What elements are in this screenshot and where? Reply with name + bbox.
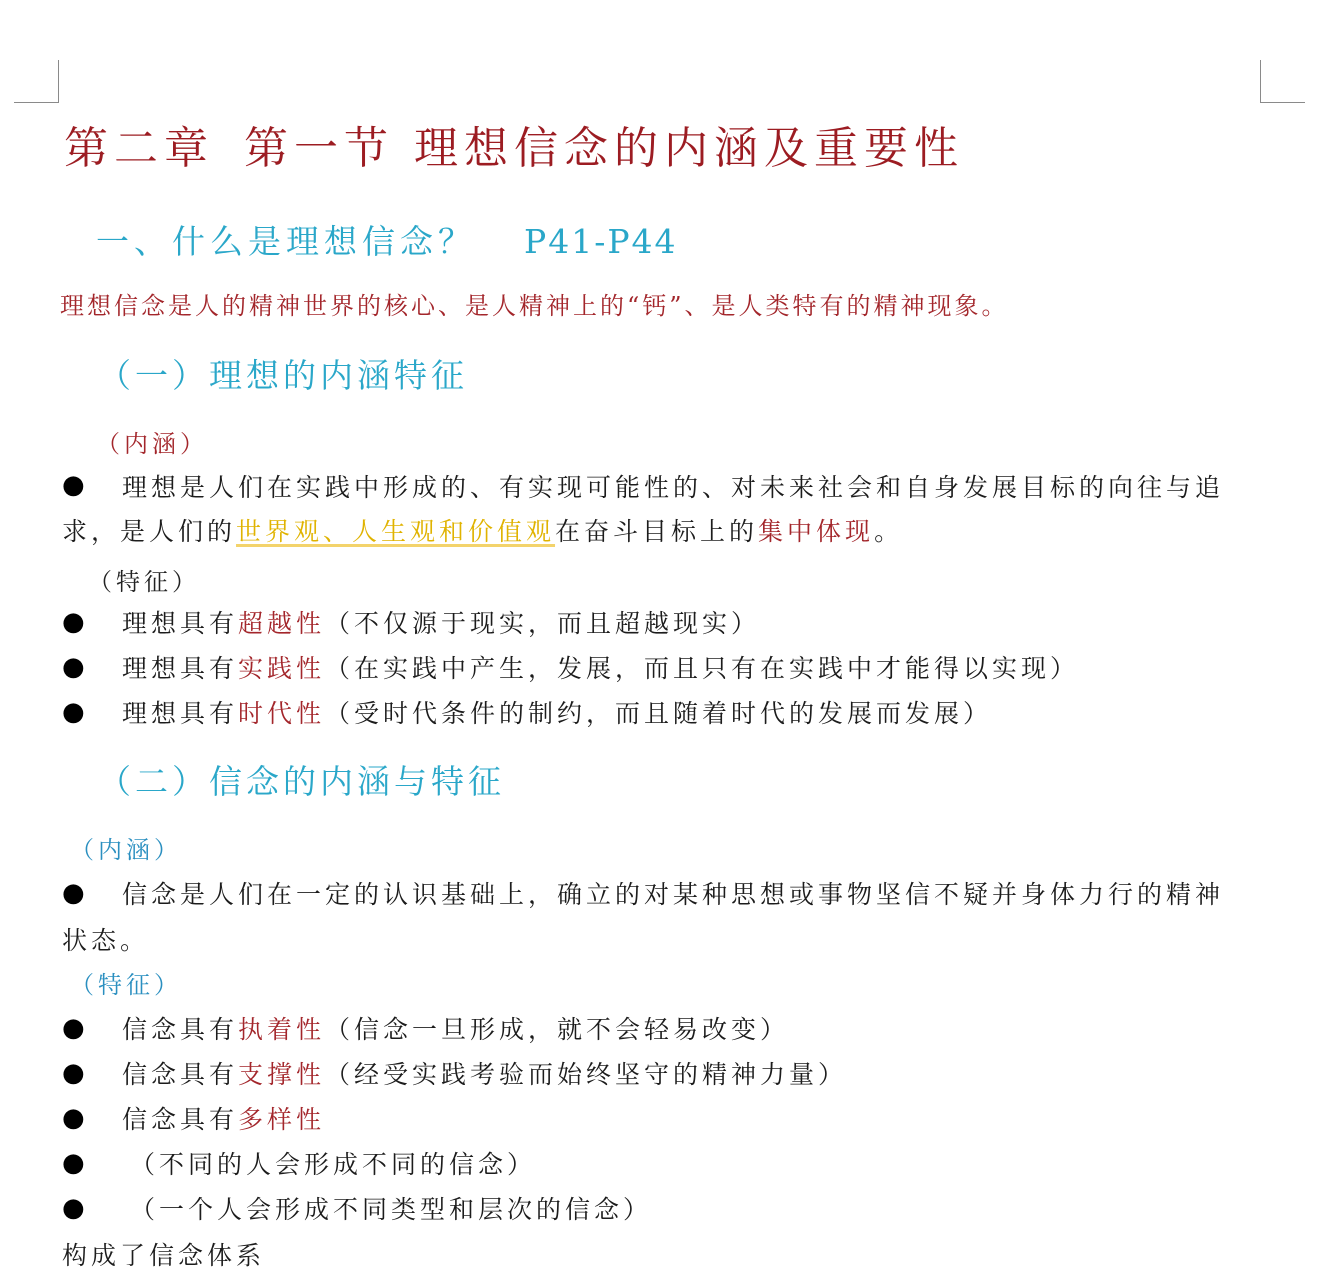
bullet-icon: ● bbox=[62, 878, 85, 908]
ideal-definition-line2 bbox=[62, 512, 903, 548]
ideal-connotation-label: （内涵） bbox=[96, 430, 208, 458]
feature-term: 实践性 bbox=[238, 654, 326, 683]
belief-feature-item bbox=[122, 1010, 789, 1046]
belief-features-label: （特征） bbox=[70, 971, 182, 999]
definition-text: 。 bbox=[874, 517, 904, 546]
ideal-features-label: （特征） bbox=[88, 568, 200, 596]
feature-prefix: 信念具有 bbox=[122, 1060, 239, 1089]
feature-note: （在实践中产生，发展，而且只有在实践中才能得以实现） bbox=[325, 654, 1080, 683]
bullet-icon: ● bbox=[62, 1058, 85, 1088]
feature-prefix: 理想具有 bbox=[122, 699, 239, 728]
intro-paragraph: 理想信念是人的精神世界的核心、是人精神上的“钙”、是人类特有的精神现象。 bbox=[60, 292, 1009, 320]
bullet-icon: ● bbox=[62, 1103, 85, 1133]
chapter-title bbox=[64, 112, 964, 176]
ideal-feature-item bbox=[122, 649, 1079, 685]
belief-extra-item: （一个人会形成不同类型和层次的信念） bbox=[130, 1195, 653, 1224]
bullet-icon: ● bbox=[62, 1013, 85, 1043]
belief-definition-line1: 信念是人们在一定的认识基础上，确立的对某种思想或事物坚信不疑并身体力行的精神 bbox=[122, 880, 1225, 909]
bullet-icon: ● bbox=[62, 652, 85, 682]
heading-text: 一、什么是理想信念？ bbox=[96, 222, 476, 261]
feature-prefix: 信念具有 bbox=[122, 1015, 239, 1044]
crop-mark-top-right bbox=[1260, 60, 1305, 103]
chapter-number: 第二章 bbox=[64, 123, 214, 174]
section-heading-1 bbox=[96, 216, 678, 263]
feature-term: 多样性 bbox=[238, 1105, 326, 1134]
ideal-feature-item bbox=[122, 604, 760, 640]
belief-extra-item: （不同的人会形成不同的信念） bbox=[130, 1150, 537, 1179]
definition-text: 在奋斗目标上的 bbox=[555, 517, 759, 546]
feature-term: 超越性 bbox=[238, 609, 326, 638]
feature-term: 支撑性 bbox=[238, 1060, 326, 1089]
section-title: 第一节 理想信念的内涵及重要性 bbox=[244, 123, 964, 174]
ideal-heading: （一）理想的内涵特征 bbox=[98, 356, 468, 395]
crop-mark-top-left bbox=[14, 60, 59, 103]
feature-note: （信念一旦形成，就不会轻易改变） bbox=[325, 1015, 790, 1044]
feature-note: （不仅源于现实，而且超越现实） bbox=[325, 609, 761, 638]
belief-feature-item bbox=[122, 1055, 847, 1091]
belief-closing: 构成了信念体系 bbox=[62, 1241, 266, 1270]
bullet-icon: ● bbox=[62, 607, 85, 637]
bullet-icon: ● bbox=[62, 470, 85, 500]
feature-note: （经受实践考验而始终坚守的精神力量） bbox=[325, 1060, 848, 1089]
belief-heading: （二）信念的内涵与特征 bbox=[98, 762, 505, 801]
bullet-icon: ● bbox=[62, 1148, 85, 1178]
belief-connotation-label: （内涵） bbox=[70, 836, 182, 864]
ideal-feature-item bbox=[122, 694, 992, 730]
definition-text: 求，是人们的 bbox=[62, 517, 237, 546]
key-term: 集中体现 bbox=[758, 517, 875, 546]
feature-prefix: 信念具有 bbox=[122, 1105, 239, 1134]
bullet-icon: ● bbox=[62, 1193, 85, 1223]
feature-note: （受时代条件的制约，而且随着时代的发展而发展） bbox=[325, 699, 993, 728]
worldview-highlight: 世界观、人生观和价值观 bbox=[236, 517, 556, 546]
bullet-icon: ● bbox=[62, 697, 85, 727]
feature-term: 执着性 bbox=[238, 1015, 326, 1044]
feature-prefix: 理想具有 bbox=[122, 654, 239, 683]
feature-prefix: 理想具有 bbox=[122, 609, 239, 638]
page-range: P41-P44 bbox=[524, 222, 678, 261]
feature-term: 时代性 bbox=[238, 699, 326, 728]
belief-feature-item bbox=[122, 1100, 325, 1136]
ideal-definition-line1: 理想是人们在实践中形成的、有实现可能性的、对未来社会和自身发展目标的向往与追 bbox=[122, 473, 1225, 502]
belief-definition-line2: 状态。 bbox=[62, 926, 150, 955]
